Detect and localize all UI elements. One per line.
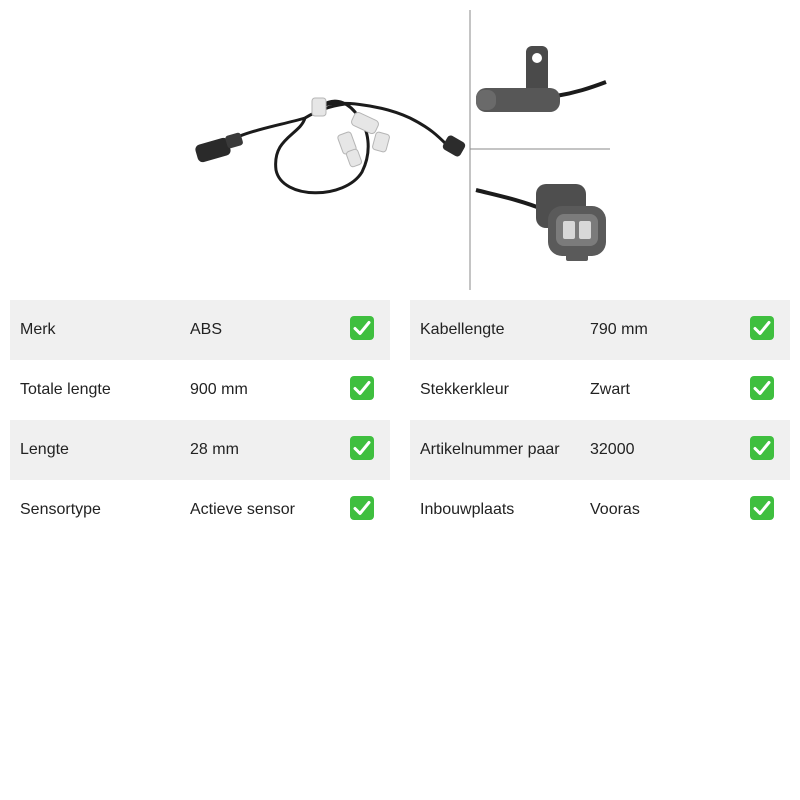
check-mark-icon bbox=[750, 376, 774, 400]
spec-value: Actieve sensor bbox=[190, 501, 295, 518]
product-image-area bbox=[0, 0, 800, 292]
check-mark-icon bbox=[350, 316, 374, 340]
spec-value: Vooras bbox=[590, 501, 640, 518]
spec-row bbox=[10, 420, 390, 480]
spec-row bbox=[10, 480, 390, 540]
spec-label: Stekkerkleur bbox=[420, 381, 509, 398]
spec-row bbox=[410, 480, 790, 540]
spec-label: Lengte bbox=[20, 441, 69, 458]
spec-label: Artikelnummer paar bbox=[420, 441, 560, 458]
check-mark-icon bbox=[350, 496, 374, 520]
spec-value: Zwart bbox=[590, 381, 630, 398]
spec-label: Sensortype bbox=[20, 501, 101, 518]
spec-value: ABS bbox=[190, 321, 223, 338]
spec-value: 790 mm bbox=[590, 321, 648, 338]
spec-label: Inbouwplaats bbox=[420, 501, 515, 518]
spec-label: Totale lengte bbox=[20, 381, 111, 398]
specs-table-right bbox=[410, 300, 790, 540]
spec-row bbox=[410, 360, 790, 420]
spec-row bbox=[410, 300, 790, 360]
abs-sensor-product-image bbox=[0, 0, 800, 292]
specs-table-left bbox=[10, 300, 390, 540]
spec-value: 28 mm bbox=[190, 441, 239, 458]
spec-row bbox=[410, 420, 790, 480]
spec-value: 900 mm bbox=[190, 381, 248, 398]
spec-label: Merk bbox=[20, 321, 56, 338]
check-mark-icon bbox=[750, 436, 774, 460]
check-mark-icon bbox=[750, 496, 774, 520]
spec-row bbox=[10, 300, 390, 360]
check-mark-icon bbox=[350, 376, 374, 400]
spec-row bbox=[10, 360, 390, 420]
spec-value: 32000 bbox=[590, 441, 635, 458]
check-mark-icon bbox=[750, 316, 774, 340]
check-mark-icon bbox=[350, 436, 374, 460]
spec-label: Kabellengte bbox=[420, 321, 505, 338]
